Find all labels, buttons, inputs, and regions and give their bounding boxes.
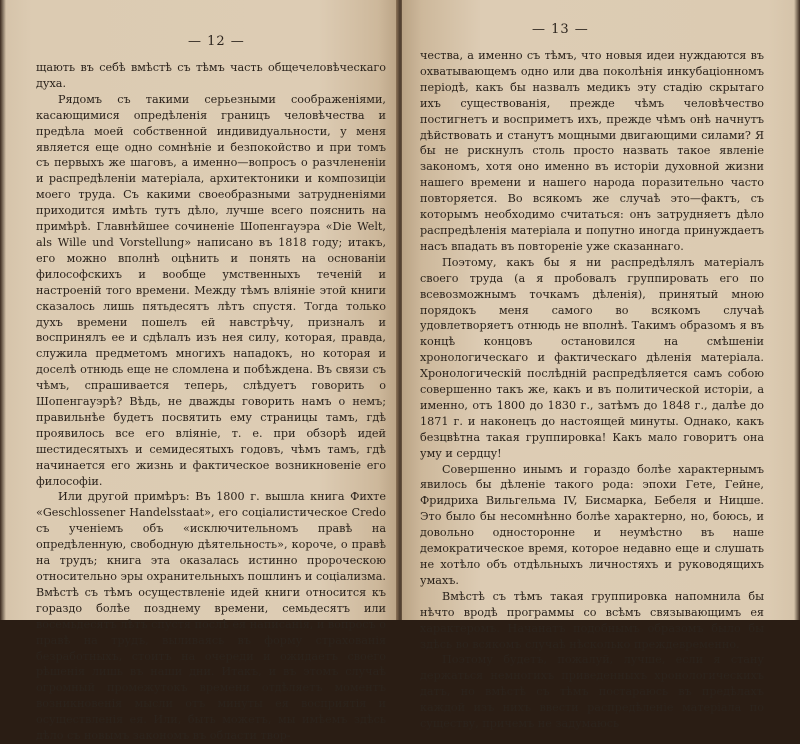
paragraph: Или другой примѣръ: Въ 1800 г. вышла книга Фихте «Geschlossener Handelsstaat», его соціалистическое Credo съ ученіемъ объ «исключительномъ правѣ на опредѣленную, свободную дѣятельность», короче, о правѣ на трудъ; книга эта оказалась истинно пророческою относительно эры охранительныхъ пошлинъ и соціализма. Вмѣстѣ съ тѣмъ осуществленіе идей книги относится къ гораздо болѣе позднему времени, семьдесятъ или восемьдесятъ лѣтъ спустя послѣ ея написанія, и вопросъ о правѣ на трудъ, выливаясь въ форму страхованія безработныхъ, стоитъ на очереди и ожидаетъ своего рѣшенія лишь въ наши дни. Итакъ, и въ этомъ случаѣ огромный промежутокъ времени отдѣляетъ моментъ возникновенія мысли отъ минуты ея восприятія и осуществленія ея. Или, быть можетъ, мы имѣемъ здѣсь дѣло съ новымъ закономъ въ области твор- [36, 490, 386, 743]
page-edge-shadow [0, 0, 6, 620]
paragraph: Вмѣстѣ съ тѣмъ такая группировка напомнила бы нѣчто вродѣ программы со всѣмъ связывающимъ ея характеромъ. Начанатъ подобнымъ образомъ было бы здѣсь во всякомъ случаѣ нѣсколько преждевременно. [420, 589, 764, 651]
paragraph: щають въ себѣ вмѣстѣ съ тѣмъ часть общечеловѣческаго духа. [36, 61, 386, 90]
paragraph: Поэтому будетъ, пожалуй, лучше, если я стану держаться немногихъ приведенныхъ хронологическихъ датъ, но вмѣстѣ съ тѣмъ постараюсь въ предѣлахъ каждой изъ нихъ ввести распредѣленіе матеріала по существу, причемъ не задумаюсь [420, 653, 764, 731]
page-edge-shadow [794, 0, 800, 620]
page-number-right: — 13 — [532, 22, 589, 37]
paragraph: чества, а именно съ тѣмъ, что новыя идеи нуждаются въ охватывающемъ одно или два поколѣнія инкубаціонномъ періодѣ, какъ бы назвалъ медикъ эту стадію скрытаго ихъ существованія, прежде чѣмъ человѣчество постигнетъ и восприметъ ихъ, прежде чѣмъ онѣ начнутъ дѣйствовать и станутъ мощными двигающими силами? Я бы не рискнулъ столь просто назвать такое явленіе закономъ, хотя оно именно въ исторіи духовной жизни нашего времени и нашего народа поразительно часто повторяется. Во всякомъ же случаѣ это—фактъ, съ которымъ необходимо считаться: онъ затрудняетъ дѣло распредѣленія матеріала и попутно иногда принуждаетъ насъ впадать въ повтореніе уже сказаннаго. [420, 49, 764, 253]
page-number-left: — 12 — [188, 34, 245, 49]
left-page [0, 0, 398, 743]
right-page [402, 0, 800, 731]
paragraph: Совершенно инымъ и гораздо болѣе характернымъ явилось бы дѣленіе такого рода: эпохи Гете, Гейне, Фридриха Вильгельма IV, Бисмарка, Бебеля и Ницше. Это было бы несомнѣнно болѣе характерно, но, боюсь, и довольно односторонне и неумѣстно въ наше демократическое время, которое недавно еще и слушать не хотѣло объ отдѣльныхъ личностяхъ и руководящихъ умахъ. [420, 462, 764, 587]
paragraph: Рядомъ съ такими серьезными соображеніями, касающимися опредѣленія границъ человѣчества и предѣла моей собственной индивидуальности, у меня является еще одно сомнѣніе и безпокойство и при томъ съ первыхъ же шаговъ, а именно—вопросъ о разчлененіи и распредѣленіи матеріала, архитектоники и композиціи моего труда. Съ какими своеобразными затрудненіями приходится имѣть тутъ дѣло, лучше всего пояснить на примѣрѣ. Главнѣйшее сочиненіе Шопенгауэра «Die Welt, als Wille und Vorstellung» написано въ 1818 году; итакъ, его можно вполнѣ оцѣнить и понять на основаніи философскихъ и вообще умственныхъ теченій и настроеній того времени. Между тѣмъ вліяніе этой книги сказалось лишь пятьдесятъ лѣтъ спустя. Тогда только духъ времени пошелъ ей навстрѣчу, призналъ и воспринялъ ее и сдѣлалъ изъ нея силу, которая, правда, служила предметомъ многихъ нападокъ, но которая и доселѣ отнюдь еще не сломлена и побѣждена. Въ связи съ чѣмъ, спрашивается теперь, слѣдуетъ говорить о Шопенгауэрѣ? Вѣдь, не дважды говорить намъ о немъ; правильнѣе будетъ посвятить ему страницы тамъ, гдѣ проявилось все его вліяніе, т. е. при обзорѣ идей шестидесятыхъ и семидесятыхъ годовъ, чѣмъ тамъ, гдѣ начинается его жизнь и фактическое возникновеніе его философіи. [36, 92, 386, 488]
paragraph: Поэтому, какъ бы я ни распредѣлялъ матеріалъ своего труда (а я пробовалъ группировать его по всевозможнымъ точкамъ дѣленія), принятый мною порядокъ меня самого во всякомъ случаѣ удовлетворяетъ отнюдь не вполнѣ. Такимъ образомъ я въ концѣ концовъ остановился на смѣшеніи хронологическаго и фактическаго дѣленія матеріала. Хронологическій послѣдній распредѣляется самъ собою совершенно такъ же, какъ и въ политической исторіи, а именно, отъ 1800 до 1830 г., затѣмъ до 1848 г., далѣе до 1871 г. и наконецъ до настоящей минуты. Однако, какъ безцвѣтна такая группировка! Какъ мало говоритъ она уму и сердцу! [420, 255, 764, 460]
right-page-text [420, 48, 764, 732]
left-page-text [36, 60, 386, 744]
